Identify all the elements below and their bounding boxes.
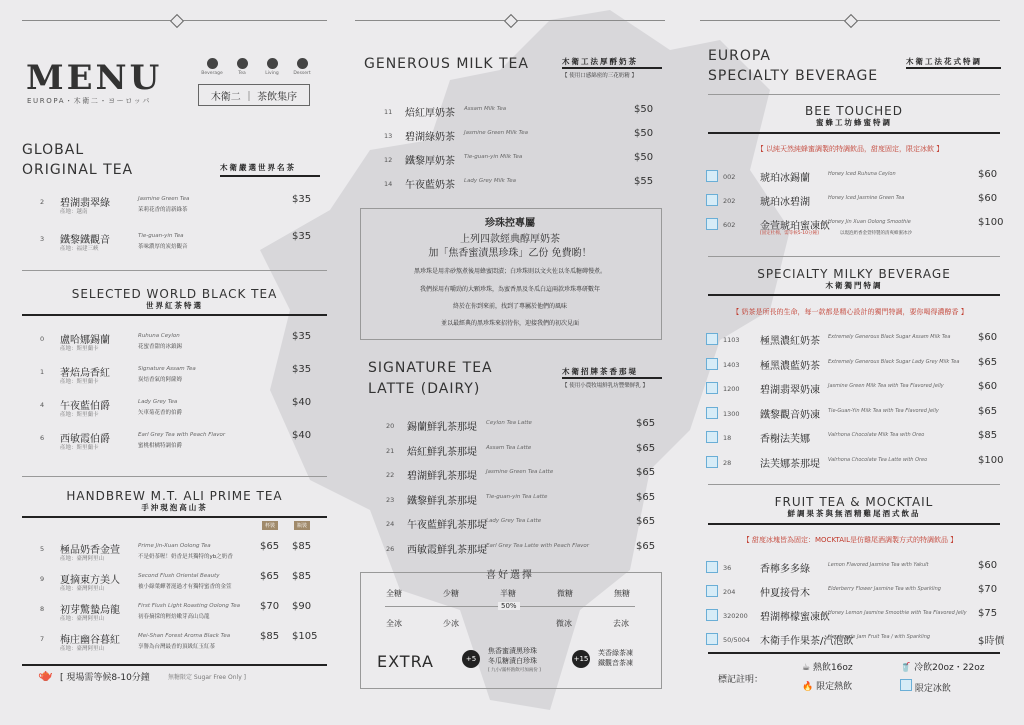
item-name: 碧湖鮮乳茶那堤 (407, 471, 477, 482)
item-price-cup: $85 (260, 631, 280, 642)
ice-cube-icon (706, 407, 718, 419)
cup-icon: Beverage (202, 58, 222, 76)
item-price: $60 (978, 169, 998, 180)
item-number: 20 (386, 422, 395, 430)
item-name: 金萱琥珀蜜凍飲 (760, 221, 830, 232)
section-title: FRUIT TEA & MOCKTAIL (774, 495, 934, 509)
item-price: $時價 (978, 636, 1005, 647)
item-price: $40 (292, 397, 312, 408)
cup-size-label: 杯裝 (262, 521, 278, 530)
item-english: Tie-guan-yin Milk Tea (464, 154, 523, 160)
item-number: 3 (40, 235, 45, 243)
divider (708, 294, 1000, 296)
item-english: First Flush Light Roasting Oolong Tea (138, 603, 241, 609)
section-zh: 木衛招牌茶香那堤 (562, 367, 638, 376)
item-origin: 產地：斯里蘭卡 (60, 412, 99, 418)
section-global (22, 140, 133, 180)
item-english: Jasmine Green Tea (138, 196, 190, 202)
item-english: Elderberry Flower Jasmine Tea with Sparkling (828, 586, 941, 592)
mid-label: 50% (498, 602, 520, 610)
item-origin: 產地：臺灣阿里山 (60, 616, 105, 622)
item-price: $40 (292, 430, 312, 441)
boba-text: 我們採用有嚼勁的大顆珍珠，為蜜香黑及冬瓜白這兩款珍珠專研數年 (419, 286, 600, 293)
item-number: 0 (40, 335, 45, 343)
item-number: 1300 (723, 409, 740, 418)
item-price-bottle: $85 (292, 571, 312, 582)
divider (708, 256, 1000, 257)
item-english: Lady Grey Milk Tea (464, 178, 517, 184)
ice-option: 去冰 (613, 619, 629, 628)
item-english: Jasmine Green Tea Latte (486, 469, 554, 475)
item-price: $35 (292, 331, 312, 342)
item-name: 仲夏接骨木 (760, 588, 810, 599)
item-number: 11 (384, 108, 393, 116)
item-english: Ruhuna Ceylon (138, 333, 180, 339)
divider (708, 523, 1000, 525)
sugar-option: 半糖 (500, 589, 516, 598)
item-price: $65 (636, 467, 656, 478)
item-english: Extremely Generous Black Sugar Assam Milk Tea (828, 334, 951, 340)
legend-cold: 🥤 冷飲20oz・22oz (900, 663, 985, 673)
item-price: $100 (978, 217, 1004, 228)
section-title: SPECIALTY MILKY BEVERAGE (757, 267, 951, 281)
item-english: Valrhona Chocolate Milk Tea with Oreo (828, 432, 925, 438)
extra-item: 芙香綠茶凍 (598, 649, 633, 657)
item-english: Signature Assam Tea (138, 366, 196, 372)
item-number: 23 (386, 495, 395, 504)
item-number: 22 (386, 471, 395, 479)
item-price: $60 (978, 560, 998, 571)
legend-hot: ☕ 熱飲16oz (802, 663, 853, 673)
item-number: 1 (40, 368, 45, 376)
ice-cube-icon (706, 633, 718, 645)
fruit-note: 【 甜度冰塊皆為固定：MOCKTAIL是仿雞尾酒調製方式的特調飲品 】 (742, 536, 958, 544)
item-name: 鐵黎觀音奶凍 (760, 409, 820, 421)
item-english: Lady Grey Tea (138, 399, 178, 405)
ice-option: 全冰 (386, 619, 402, 628)
item-number: 21 (386, 446, 395, 455)
item-number: 12 (384, 156, 393, 164)
item-price: $65 (978, 356, 998, 368)
ice-cube-icon (706, 456, 718, 468)
item-origin: 產地：臺灣阿里山 (60, 646, 105, 652)
item-number: 202 (723, 197, 736, 205)
item-english: Assam Tea Latte (486, 444, 532, 451)
item-name: 極黑濃藍奶茶 (760, 360, 820, 372)
divider (220, 175, 320, 177)
item-price: $65 (636, 540, 656, 552)
item-english: Tie-guan-yin Tea (138, 233, 184, 239)
item-english: Extremely Generous Black Sugar Lady Grey Milk Tea (828, 358, 960, 365)
divider (708, 652, 1000, 654)
legend-hot-only: 🔥 限定熱飲 (802, 682, 853, 692)
section-zh: 木衛嚴選世界名茶 (220, 163, 296, 172)
item-name: 午夜藍鮮乳茶那堤 (407, 520, 487, 531)
hot-cup-icon: ☕ (802, 663, 811, 673)
item-number: 7 (40, 635, 45, 643)
item-name: 鐵黎鐵觀音 (60, 235, 110, 246)
item-number: 1200 (723, 385, 740, 393)
item-origin: 產地：臺灣阿里山 (60, 556, 105, 562)
item-price: $85 (978, 430, 998, 441)
item-price-bottle: $105 (292, 631, 318, 642)
item-number: 9 (40, 575, 45, 583)
section-zh: 手沖現泡高山茶 (141, 503, 208, 512)
item-price: $100 (978, 454, 1004, 466)
item-price: $75 (978, 608, 998, 619)
item-number: 6 (40, 434, 45, 442)
bottle-size-label: 瓶裝 (294, 521, 310, 530)
item-price: $65 (636, 442, 656, 454)
item-origin: 產地：臺灣阿里山 (60, 586, 105, 592)
item-number: 24 (386, 520, 395, 528)
ice-cube-icon (706, 585, 718, 597)
item-english: Earl Grey Tea Latte with Peach Flavor (486, 542, 590, 549)
section-zh: 木衛工法花式特調 (906, 57, 982, 66)
cake-icon: Dessert (292, 58, 312, 76)
item-desc: 享譽為台灣最香的頂級紅玉紅茶 (138, 644, 216, 650)
item-name: 初芽驚蟄烏龍 (60, 605, 120, 616)
item-desc: 不是奶茶喔！奶香是其獨特的yb之奶香 (138, 554, 233, 560)
item-name: 西敏霞伯爵 (60, 434, 110, 445)
price-badge: +5 (462, 650, 480, 668)
item-origin: 產地：福建三峽 (60, 246, 99, 252)
section-zh: 鮮調果茶與無酒精雞尾酒式飲品 (787, 509, 921, 518)
item-price: $35 (292, 364, 312, 375)
divider (22, 664, 327, 666)
ice-cube-icon (706, 382, 718, 394)
item-name: 焙紅鮮乳茶那堤 (407, 446, 477, 458)
item-number: 26 (386, 544, 395, 553)
boba-line1: 上列四款經典醇厚奶茶 (460, 234, 560, 245)
item-name: 焙紅厚奶茶 (405, 108, 455, 119)
boba-text: 黑珍珠是用赤砂熬煮後用蜂蜜悶漬；白珍珠則以文火佐以冬瓜糖磚慢煮。 (413, 268, 606, 275)
diamond-ornament (844, 14, 858, 28)
item-price: $65 (978, 405, 998, 417)
preference-title: 喜好選擇 (486, 570, 534, 581)
tea-icon: Tea (232, 58, 252, 76)
item-name: 午夜藍奶茶 (405, 180, 455, 191)
item-number: 5 (40, 545, 45, 553)
ice-option: 微冰 (556, 619, 572, 628)
house-icon: Living (262, 58, 282, 76)
item-desc: 被小綠葉蟬著涎過才有獨特蜜香的金萱 (138, 584, 232, 590)
item-name: 錫蘭鮮乳茶那堤 (407, 422, 477, 433)
item-price: $70 (978, 584, 998, 595)
divider (22, 270, 327, 271)
item-desc: 以現泡奶香金萱特製的清爽蜂蜜冰沙 (840, 231, 912, 236)
divider (708, 484, 1000, 485)
item-price: $65 (636, 418, 656, 429)
section-title: EUROPA (708, 48, 771, 64)
item-name: 著焙烏香紅 (60, 368, 110, 379)
menu-logo: MENU (26, 58, 163, 98)
item-origin: 產地：斯里蘭卡 (60, 346, 99, 352)
item-english: Assam Milk Tea (464, 106, 507, 112)
item-english: Ceylon Tea Latte (486, 420, 532, 426)
extra-item: 焦香蜜漬黑珍珠 (488, 647, 537, 655)
item-english: Lemon Flavored Jasmine Tea with Yakult (828, 562, 929, 568)
sugar-option: 少糖 (443, 589, 459, 598)
item-english: Handmade Jam Fruit Tea / with Sparkling (828, 634, 931, 640)
bee-note: 【 以純天然純蜂蜜調製的特調飲品，甜度固定，限定冰飲 】 (756, 145, 944, 153)
divider (562, 377, 662, 379)
item-price: $50 (634, 152, 654, 163)
item-price: $65 (636, 516, 656, 527)
category-icons (202, 58, 312, 76)
latte-note: 【 使用小農牧場鮮乳坊豐樂鮮乳 】 (562, 383, 648, 389)
item-number: 320200 (723, 612, 748, 620)
item-price-cup: $65 (260, 541, 280, 552)
item-number: 204 (723, 588, 736, 596)
item-name: 極品奶香金萱 (60, 545, 120, 556)
ice-cube-icon (706, 170, 718, 182)
boba-title: 珍珠控專屬 (485, 218, 535, 229)
item-english: Prime Jin-Xuan Oolong Tea (138, 543, 211, 549)
teapot-icon: 🫖 (38, 668, 53, 682)
item-name: 香榭法芙娜 (760, 434, 810, 445)
item-price-cup: $70 (260, 601, 280, 612)
ice-cube-icon (900, 679, 912, 691)
item-price: $55 (634, 176, 654, 187)
item-name: 碧湖檸檬蜜凍飲 (760, 612, 830, 623)
section-title: ORIGINAL TEA (22, 162, 134, 178)
section-zh: 木衛工法厚酹奶茶 (562, 57, 638, 66)
boba-line2: 加「焦香蜜漬黑珍珠」乙份 免費喲！ (428, 248, 592, 259)
divider (562, 67, 662, 69)
item-number: 1403 (723, 360, 740, 369)
milk-note: 【 使用口感綿密的三花奶精 】 (562, 73, 637, 79)
logo-subtitle: EUROPA・木衛二・ヨーロッパ (27, 97, 151, 105)
section-title: SIGNATURE TEA (368, 360, 493, 376)
section-zh: 木衛獨門特調 (825, 281, 883, 290)
item-number: 13 (384, 132, 393, 140)
item-desc: 蜜桃柑橘特調伯爵 (138, 443, 183, 449)
price-badge: +15 (572, 650, 590, 668)
item-english: Lady Grey Tea Latte (486, 518, 542, 524)
item-name: 琥珀冰錫蘭 (760, 173, 810, 184)
item-number: 8 (40, 605, 45, 613)
wait-note: [ 現場需等候8-10分鐘 (60, 673, 150, 683)
item-number: 36 (723, 564, 732, 572)
item-name: 木衛手作果茶/汽泡飲 (760, 636, 854, 647)
ice-cube-icon (706, 194, 718, 206)
ice-cube-icon (706, 431, 718, 443)
section-title: LATTE (DAIRY) (368, 381, 481, 397)
item-number: 50/5004 (723, 636, 751, 644)
extra-item: 鐵觀音茶凍 (598, 659, 633, 667)
item-number: 2 (40, 198, 45, 206)
item-name: 鐵黎厚奶茶 (405, 156, 455, 167)
item-name: 法芙娜茶那堤 (760, 458, 820, 470)
item-number: 4 (40, 401, 45, 409)
item-desc: 炭焙香氣的阿薩姆 (138, 377, 183, 383)
sugar-free-note: 無糖限定 Sugar Free Only ] (168, 674, 247, 681)
item-price: $35 (292, 231, 312, 242)
item-name: 午夜藍伯爵 (60, 401, 110, 412)
section-title: BEE TOUCHED (805, 104, 903, 118)
item-number: 1103 (723, 336, 740, 344)
item-english: Tie-guan-yin Tea Latte (486, 493, 548, 500)
extra-note: [ 九小/滿杯熱飲可加兩份 ] (488, 668, 541, 673)
item-number: 18 (723, 434, 732, 442)
item-origin: 產地：斯里蘭卡 (60, 445, 99, 451)
item-origin: 產地：斯里蘭卡 (60, 379, 99, 385)
item-desc: 花蜜香甜的冰鎮錫 (138, 344, 183, 350)
ice-option: 少冰 (443, 619, 459, 628)
divider (22, 516, 327, 518)
item-name: 碧湖翡翠奶凍 (760, 385, 820, 396)
divider (906, 67, 1001, 69)
sugar-option: 全糖 (386, 589, 402, 598)
item-price: $35 (292, 194, 312, 205)
divider (708, 132, 1000, 134)
item-price: $65 (636, 491, 656, 503)
section-zh: 世界紅茶特選 (146, 301, 203, 310)
item-english: Earl Grey Tea with Peach Flavor (138, 432, 226, 438)
item-price-cup: $65 (260, 571, 280, 582)
item-name: 香檸多多綠 (760, 564, 810, 575)
item-desc: 茉莉花香的清新綠茶 (138, 207, 188, 213)
item-english: Honey Iced Ruhuna Ceylon (828, 171, 896, 177)
ice-cube-icon (706, 561, 718, 573)
ice-cube-icon (706, 358, 718, 370)
item-note: [固定杜棉，需等候5-10分鐘] (760, 231, 819, 236)
item-name: 琥珀冰碧湖 (760, 197, 810, 208)
item-number: 14 (384, 180, 393, 188)
boba-text: 並以最經典的黑珍珠來招待你，迎接我們的初次見面 (440, 320, 579, 327)
section-title: SPECIALTY BEVERAGE (708, 68, 879, 84)
item-desc: 茶味濃厚的炭焙觀音 (138, 244, 188, 250)
item-english: Valrhona Chocolate Tea Latte with Oreo (828, 456, 928, 463)
diamond-ornament (170, 14, 184, 28)
extra-item: 冬瓜糖漬白珍珠 (488, 657, 537, 665)
item-english: Mei-Shan Forest Aroma Black Tea (138, 633, 231, 639)
item-name: 碧湖翡翠綠 (60, 198, 110, 209)
item-name: 極黑濃紅奶茶 (760, 336, 820, 347)
item-name: 西敏霞鮮乳茶那堤 (407, 544, 487, 556)
item-name: 鐵黎鮮乳茶那堤 (407, 495, 477, 507)
extra-label: EXTRA (377, 652, 434, 671)
item-origin: 產地：越南 (60, 209, 88, 215)
section-title: SELECTED WORLD BLACK TEA (71, 287, 278, 301)
section-zh: 蜜蜂工坊蜂蜜特調 (816, 118, 892, 127)
item-name: 盧哈娜錫蘭 (60, 335, 110, 346)
section-title: HANDBREW M.T. ALI PRIME TEA (66, 489, 283, 503)
item-name: 梅庄幽谷暮紅 (60, 635, 120, 646)
section-title: GENEROUS MILK TEA (364, 56, 529, 72)
item-price: $50 (634, 104, 654, 115)
section-title: GLOBAL (22, 142, 85, 158)
item-english: Jasmine Green Milk Tea with Tea Flavored Jelly (828, 383, 944, 389)
item-name: 夏摘東方美人 (60, 575, 120, 586)
sugar-option: 微糖 (557, 589, 573, 598)
item-price: $60 (978, 381, 998, 392)
divider (22, 476, 327, 477)
item-price: $60 (978, 193, 998, 204)
item-price: $50 (634, 128, 654, 139)
divider (22, 314, 327, 316)
item-english: Honey Jin Xuan Oolong Smoothie (828, 219, 911, 225)
flame-icon: 🔥 (802, 682, 814, 692)
ice-cube-icon (706, 609, 718, 621)
milky-note: 【 奶茶是所長的生命，每一款都是精心設計的獨門特調，要你喝得濃醇香 】 (732, 308, 968, 316)
item-english: Tie-Guan-Yin Milk Tea with Tea Flavored Jelly (828, 407, 939, 414)
item-desc: 初春摘採的輕焙嫩芽高山烏龍 (138, 614, 210, 620)
legend-cold-only: 限定冰飲 (900, 679, 951, 694)
item-english: Second Flush Oriental Beauty (138, 573, 220, 579)
item-english: Honey Lemon Jasmine Smoothie with Tea Flavored Jelly (828, 610, 967, 616)
item-desc: 矢車菊花香的伯爵 (138, 410, 183, 416)
item-name: 碧湖綠奶茶 (405, 132, 455, 143)
item-number: 602 (723, 221, 736, 229)
item-number: 002 (723, 173, 736, 181)
item-number: 28 (723, 458, 732, 467)
item-english: Jasmine Green Milk Tea (464, 130, 529, 136)
brand-box: 木衛二 ｜ 茶飲集序 (198, 84, 310, 106)
ice-cube-icon (706, 333, 718, 345)
item-price-bottle: $85 (292, 541, 312, 552)
item-english: Honey Iced Jasmine Green Tea (828, 195, 905, 201)
ice-cube-icon (706, 218, 718, 230)
boba-text: 終於在你到來前，找到了專屬於他們的風味 (452, 303, 567, 310)
cold-cup-icon: 🥤 (900, 663, 912, 673)
item-price-bottle: $90 (292, 601, 312, 612)
divider (708, 94, 1000, 95)
legend-label: 標記註明： (718, 675, 764, 685)
sugar-option: 無糖 (614, 589, 630, 598)
item-price: $60 (978, 332, 998, 343)
